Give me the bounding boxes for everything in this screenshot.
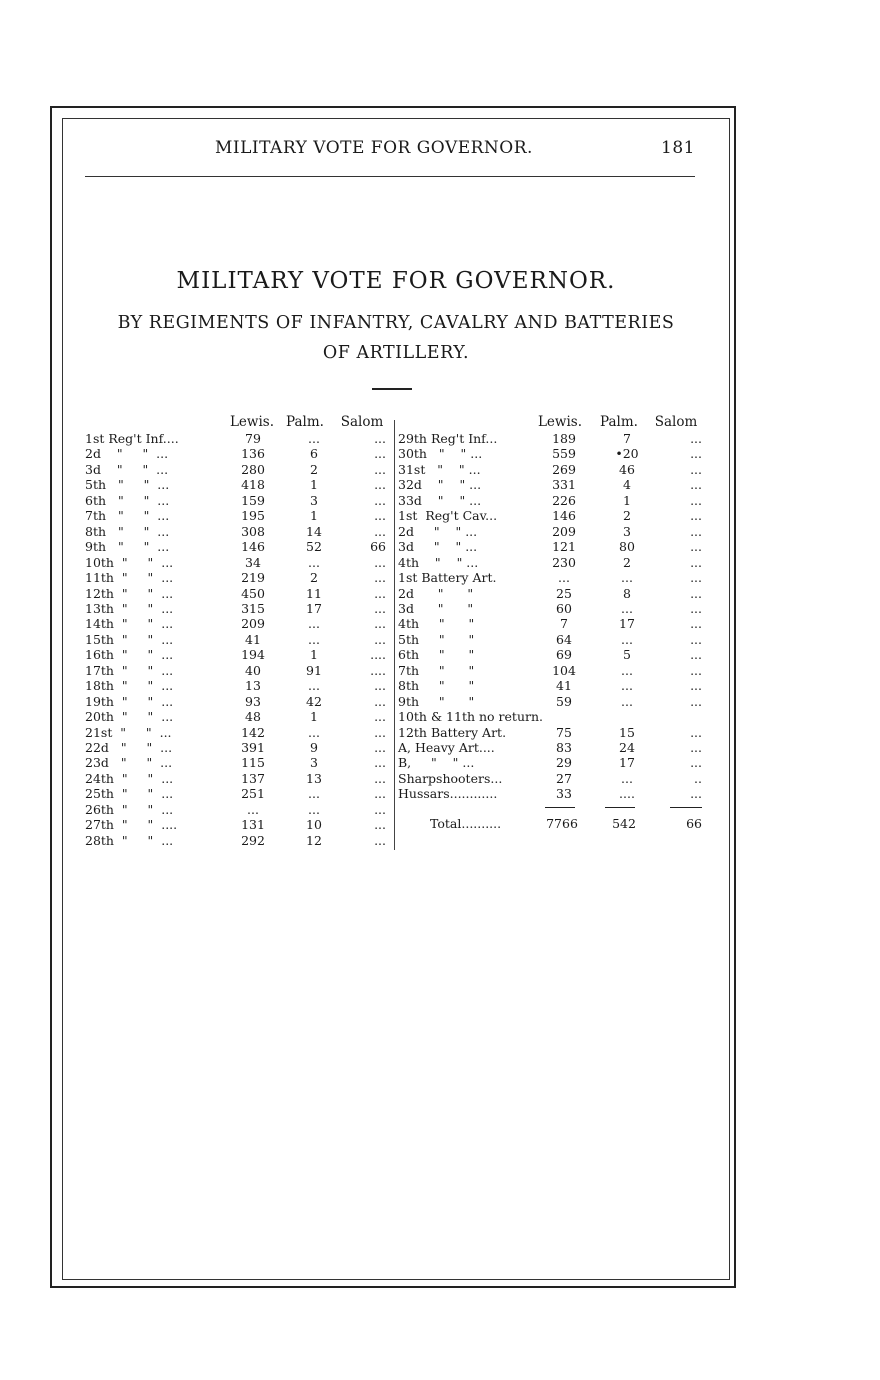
table-row <box>0 694 720 710</box>
unit-name: 3d " " <box>398 600 474 616</box>
unit-name: 31st " " ... <box>398 461 481 477</box>
lewis-vote: 136 <box>241 446 265 462</box>
lewis-vote: 230 <box>552 554 576 570</box>
table-row <box>0 771 720 787</box>
salom-vote: ... <box>690 786 702 802</box>
unit-name: 22d " " ... <box>85 740 173 755</box>
salom-vote: ... <box>374 678 386 694</box>
table-row <box>0 601 720 617</box>
unit-name: 3d " " ... <box>398 539 478 555</box>
palm-vote: 17 <box>619 755 635 771</box>
salom-vote: ... <box>690 740 702 755</box>
salom-vote: ... <box>374 786 386 802</box>
unit-name: 13th " " ... <box>85 600 174 616</box>
lewis-vote: 115 <box>241 755 265 771</box>
lewis-vote: 331 <box>552 477 576 493</box>
unit-name: 6th " " ... <box>85 492 170 508</box>
salom-vote: ... <box>374 770 386 786</box>
palm-vote: 1 <box>310 508 318 524</box>
lewis-vote: 219 <box>241 570 265 586</box>
unit-name: 32d " " ... <box>398 477 482 493</box>
unit-name: 17th " " ... <box>85 662 174 678</box>
unit-name: 6th " " <box>398 647 475 663</box>
palm-vote: ... <box>308 631 320 647</box>
table-row <box>0 493 720 509</box>
lewis-vote: 40 <box>245 662 261 678</box>
unit-name: 20th " " ... <box>85 709 174 725</box>
col-header-salom: Salom <box>340 414 384 430</box>
palm-vote: .... <box>619 786 635 802</box>
table-row <box>0 477 720 493</box>
total-palm: 542 <box>612 816 636 831</box>
salom-vote: ... <box>690 477 702 493</box>
salom-vote: .. <box>694 770 702 786</box>
palm-vote: 46 <box>619 461 635 477</box>
unit-name: 9th " " <box>398 693 475 709</box>
salom-vote: ... <box>690 523 702 539</box>
table-row <box>0 725 720 741</box>
unit-name: 3d " " ... <box>85 461 169 477</box>
header-rule <box>85 176 695 177</box>
palm-vote: 10 <box>306 817 322 833</box>
unit-name: 9th " " ... <box>85 539 170 555</box>
total-rule-salom <box>670 807 702 808</box>
table-row <box>0 524 720 540</box>
unit-name: 28th " " ... <box>85 832 174 848</box>
palm-vote: 17 <box>306 600 322 616</box>
lewis-vote: 41 <box>245 631 261 647</box>
total-label: Total.......... <box>430 816 502 831</box>
palm-vote: 91 <box>306 662 322 678</box>
salom-vote: ... <box>374 492 386 508</box>
lewis-vote: 559 <box>552 446 576 462</box>
unit-name: 24th " " ... <box>85 770 174 786</box>
unit-name: B, " " ... <box>398 755 475 771</box>
palm-vote: 13 <box>306 770 322 786</box>
palm-vote: 9 <box>310 740 318 755</box>
unit-name: 18th " " ... <box>85 678 174 694</box>
salom-vote: 66 <box>370 539 386 555</box>
lewis-vote: 79 <box>245 431 261 446</box>
table-row <box>0 755 720 771</box>
lewis-vote: 391 <box>241 740 265 755</box>
unit-name: 1st Battery Art. <box>398 570 497 586</box>
lewis-vote: 146 <box>241 539 265 555</box>
salom-vote: ... <box>374 477 386 493</box>
col-header-lewis: Lewis. <box>537 414 583 430</box>
palm-vote: 1 <box>623 492 631 508</box>
palm-vote: 3 <box>310 755 318 771</box>
palm-vote: 6 <box>310 446 318 462</box>
palm-vote: 2 <box>310 461 318 477</box>
salom-vote: ... <box>374 554 386 570</box>
lewis-vote: 137 <box>241 770 265 786</box>
unit-name: 5th " " <box>398 631 475 647</box>
salom-vote: ... <box>690 492 702 508</box>
palm-vote: ... <box>621 662 633 678</box>
table-row <box>0 462 720 478</box>
lewis-vote: 93 <box>245 693 261 709</box>
salom-vote: ... <box>690 755 702 771</box>
salom-vote: ... <box>690 461 702 477</box>
salom-vote: ... <box>374 616 386 632</box>
unit-name: 8th " " ... <box>85 523 170 539</box>
page-title: MILITARY VOTE FOR GOVERNOR. <box>176 268 616 294</box>
lewis-vote: 27 <box>556 770 572 786</box>
unit-name: 10th & 11th no return. <box>398 709 544 725</box>
lewis-vote: 269 <box>552 461 576 477</box>
unit-name: 2d " " ... <box>85 446 169 462</box>
palm-vote: 1 <box>310 647 318 663</box>
palm-vote: ... <box>308 786 320 802</box>
lewis-vote: 25 <box>556 585 572 601</box>
unit-name: Sharpshooters... <box>398 770 503 786</box>
table-row <box>0 446 720 462</box>
unit-name: 26th " " ... <box>85 801 174 817</box>
unit-name: 12th " " ... <box>85 585 174 601</box>
palm-vote: ... <box>308 616 320 632</box>
lewis-vote: 34 <box>245 554 261 570</box>
lewis-vote: 146 <box>552 508 576 524</box>
table-row <box>0 647 720 663</box>
palm-vote: 2 <box>623 508 631 524</box>
lewis-vote: 159 <box>241 492 265 508</box>
table-row <box>0 709 720 725</box>
lewis-vote: 209 <box>552 523 576 539</box>
palm-vote: ... <box>308 431 320 446</box>
col-header-lewis: Lewis. <box>229 414 275 430</box>
palm-vote: 80 <box>619 539 635 555</box>
palm-vote: ... <box>621 770 633 786</box>
unit-name: 19th " " ... <box>85 693 174 709</box>
lewis-vote: 418 <box>241 477 265 493</box>
salom-vote: ... <box>374 724 386 740</box>
palm-vote: 1 <box>310 709 318 725</box>
salom-vote: ... <box>374 431 386 446</box>
palm-vote: 3 <box>310 492 318 508</box>
palm-vote: 11 <box>306 585 322 601</box>
unit-name: 8th " " <box>398 678 475 694</box>
lewis-vote: 121 <box>552 539 576 555</box>
table-row <box>0 663 720 679</box>
lewis-vote: 189 <box>552 431 576 446</box>
table-row <box>0 616 720 632</box>
lewis-vote: 251 <box>241 786 265 802</box>
salom-vote: ... <box>374 523 386 539</box>
salom-vote: ... <box>374 570 386 586</box>
unit-name: Hussars............ <box>398 786 498 802</box>
palm-vote: 1 <box>310 477 318 493</box>
salom-vote: ... <box>690 693 702 709</box>
lewis-vote: 33 <box>556 786 572 802</box>
palm-vote: ... <box>621 693 633 709</box>
palm-vote: 15 <box>619 724 635 740</box>
running-head-title: MILITARY VOTE FOR GOVERNOR. <box>215 138 533 158</box>
palm-vote: 52 <box>306 539 322 555</box>
salom-vote: ... <box>374 709 386 725</box>
table-row <box>0 740 720 756</box>
unit-name: 16th " " ... <box>85 647 174 663</box>
salom-vote: ... <box>374 817 386 833</box>
unit-name: 27th " " .... <box>85 817 178 833</box>
lewis-vote: 59 <box>556 693 572 709</box>
palm-vote: 42 <box>306 693 322 709</box>
salom-vote: ... <box>690 631 702 647</box>
palm-vote: 3 <box>623 523 631 539</box>
unit-name: 7th " " ... <box>85 508 170 524</box>
salom-vote: ... <box>374 801 386 817</box>
unit-name: 29th Reg't Inf... <box>398 431 498 446</box>
lewis-vote: 83 <box>556 740 572 755</box>
lewis-vote: 29 <box>556 755 572 771</box>
salom-vote: ... <box>690 446 702 462</box>
salom-vote: ... <box>690 616 702 632</box>
table-row <box>0 678 720 694</box>
col-header-salom: Salom <box>654 414 698 430</box>
salom-vote: ... <box>690 600 702 616</box>
salom-vote: ... <box>374 693 386 709</box>
table-row <box>0 539 720 555</box>
salom-vote: ... <box>690 508 702 524</box>
salom-vote: ... <box>690 724 702 740</box>
lewis-vote: 142 <box>241 724 265 740</box>
unit-name: 14th " " ... <box>85 616 174 632</box>
palm-vote: 12 <box>306 832 322 848</box>
salom-vote: ... <box>374 446 386 462</box>
unit-name: 11th " " ... <box>85 570 174 586</box>
salom-vote: ... <box>374 755 386 771</box>
lewis-vote: 292 <box>241 832 265 848</box>
palm-vote: ... <box>621 678 633 694</box>
subtitle-line-1: BY REGIMENTS OF INFANTRY, CAVALRY AND BATTERIES <box>117 313 675 333</box>
salom-vote: ... <box>374 740 386 755</box>
salom-vote: ... <box>374 600 386 616</box>
unit-name: 4th " " ... <box>398 554 479 570</box>
unit-name: 23d " " ... <box>85 755 173 771</box>
lewis-vote: 75 <box>556 724 572 740</box>
lewis-vote: 69 <box>556 647 572 663</box>
lewis-vote: 226 <box>552 492 576 508</box>
unit-name: 1st Reg't Inf.... <box>85 431 179 446</box>
unit-name: 21st " " ... <box>85 724 172 740</box>
right-table-header <box>0 414 720 430</box>
salom-vote: .... <box>370 647 386 663</box>
salom-vote: ... <box>690 678 702 694</box>
unit-name: 30th " " ... <box>398 446 483 462</box>
lewis-vote: 48 <box>245 709 261 725</box>
col-header-palm: Palm. <box>286 414 324 430</box>
lewis-vote: 315 <box>241 600 265 616</box>
total-salom: 66 <box>686 816 702 831</box>
palm-vote: 2 <box>623 554 631 570</box>
palm-vote: ... <box>308 554 320 570</box>
palm-vote: 24 <box>619 740 635 755</box>
lewis-vote: ... <box>247 801 259 817</box>
lewis-vote: 131 <box>241 817 265 833</box>
palm-vote: ... <box>621 600 633 616</box>
palm-vote: 17 <box>619 616 635 632</box>
salom-vote: ... <box>374 508 386 524</box>
palm-vote: ... <box>308 724 320 740</box>
unit-name: 15th " " ... <box>85 631 174 647</box>
palm-vote: ... <box>308 678 320 694</box>
title-rule <box>372 388 412 390</box>
palm-vote: •20 <box>615 446 639 462</box>
lewis-vote: 13 <box>245 678 261 694</box>
col-header-palm: Palm. <box>600 414 638 430</box>
unit-name: 5th " " ... <box>85 477 170 493</box>
table-row <box>0 786 720 802</box>
salom-vote: .... <box>370 662 386 678</box>
table-row <box>0 632 720 648</box>
total-rule-palm <box>605 807 635 808</box>
lewis-vote: 195 <box>241 508 265 524</box>
table-row <box>0 555 720 571</box>
unit-name: 10th " " ... <box>85 554 174 570</box>
lewis-vote: 104 <box>552 662 576 678</box>
lewis-vote: ... <box>558 570 570 586</box>
lewis-vote: 194 <box>241 647 265 663</box>
palm-vote: ... <box>308 801 320 817</box>
table-row <box>0 508 720 524</box>
unit-name: 1st Reg't Cav... <box>398 508 498 524</box>
table-row <box>0 586 720 602</box>
unit-name: 4th " " <box>398 616 475 632</box>
lewis-vote: 60 <box>556 600 572 616</box>
lewis-vote: 308 <box>241 523 265 539</box>
unit-name: 2d " " <box>398 585 474 601</box>
unit-name: 2d " " ... <box>398 523 478 539</box>
lewis-vote: 450 <box>241 585 265 601</box>
lewis-vote: 280 <box>241 461 265 477</box>
total-row <box>0 816 720 832</box>
salom-vote: ... <box>374 832 386 848</box>
unit-name: 12th Battery Art. <box>398 724 507 740</box>
palm-vote: ... <box>621 570 633 586</box>
salom-vote: ... <box>690 539 702 555</box>
total-lewis: 7766 <box>546 816 578 831</box>
salom-vote: ... <box>690 585 702 601</box>
lewis-vote: 209 <box>241 616 265 632</box>
palm-vote: 7 <box>623 431 631 446</box>
table-row <box>0 570 720 586</box>
total-rule-lewis <box>545 807 575 808</box>
page-number: 181 <box>661 138 695 158</box>
palm-vote: 8 <box>623 585 631 601</box>
lewis-vote: 64 <box>556 631 572 647</box>
lewis-vote: 7 <box>560 616 568 632</box>
salom-vote: ... <box>374 585 386 601</box>
palm-vote: 5 <box>623 647 631 663</box>
unit-name: 25th " " ... <box>85 786 174 802</box>
salom-vote: ... <box>690 647 702 663</box>
salom-vote: ... <box>374 461 386 477</box>
running-head <box>85 138 695 168</box>
table-row <box>0 431 720 447</box>
salom-vote: ... <box>374 631 386 647</box>
palm-vote: 2 <box>310 570 318 586</box>
salom-vote: ... <box>690 570 702 586</box>
salom-vote: ... <box>690 662 702 678</box>
subtitle-line-2: OF ARTILLERY. <box>322 343 470 363</box>
salom-vote: ... <box>690 431 702 446</box>
unit-name: 7th " " <box>398 662 475 678</box>
unit-name: A, Heavy Art.... <box>398 740 495 755</box>
salom-vote: ... <box>690 554 702 570</box>
palm-vote: ... <box>621 631 633 647</box>
palm-vote: 4 <box>623 477 631 493</box>
palm-vote: 14 <box>306 523 322 539</box>
table-row <box>0 833 400 849</box>
unit-name: 33d " " ... <box>398 492 482 508</box>
lewis-vote: 41 <box>556 678 572 694</box>
